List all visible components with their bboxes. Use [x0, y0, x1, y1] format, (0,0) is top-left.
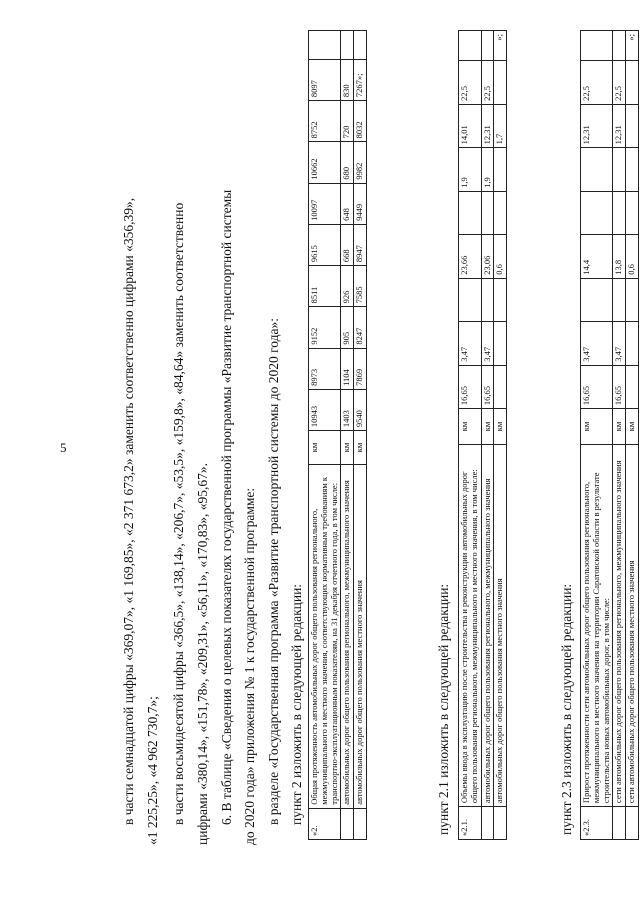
value-cell: [459, 278, 482, 321]
value-cell: 648: [341, 183, 354, 224]
row-description: Объемы ввода в эксплуатацию после строительства и реконструкции автомобильных дорог общего пользования регионального, межмуниципального и местного значения, в том числе:: [459, 444, 482, 806]
closing-quote-cell: [354, 31, 367, 60]
row-index: [613, 807, 626, 840]
value-cell: [581, 191, 613, 234]
value-cell: [481, 191, 494, 234]
value-cell: [581, 148, 613, 191]
paragraph-line: в части семнадцатой цифры «369,07», «1 169,85», «2 371 673,2» заменить соответственно цифрами «356,39»,: [121, 197, 136, 825]
row-index: [341, 808, 354, 839]
value-cell: [613, 191, 626, 234]
value-cell: [581, 278, 613, 321]
value-cell: [626, 148, 639, 191]
value-cell: [626, 322, 639, 365]
paragraph-line: 6. В таблице «Сведения о целевых показателях государственной программы «Развитие транспортной системы: [219, 189, 234, 825]
value-cell: 8973: [309, 348, 341, 389]
value-cell: 8097: [309, 59, 341, 100]
row-description: Прирост протяженности сети автомобильных дорог общего пользования регионального, межмуниципального и местного значения на территории Саратовской области в результате строительства новых автомобильных дорог, в том числе:: [581, 444, 613, 806]
value-cell: 12,31: [581, 104, 613, 147]
row-index: [354, 808, 367, 839]
value-cell: 12,31: [613, 104, 626, 147]
row-description: автомобильных дорог общего пользования местного значения: [494, 444, 507, 806]
value-cell: 23,06: [481, 235, 494, 278]
value-cell: 10097: [309, 183, 341, 224]
value-cell: 7267»;: [354, 59, 367, 100]
unit-cell: км: [341, 431, 354, 465]
value-cell: 16,65: [581, 365, 613, 408]
row-description: Общая протяженность автомобильных дорог общего пользования регионального, межмуниципального и местного значения, соответствующих нормативным требованиям к транспортно-эксплуатационным показателям, на 31 декабря отчетного года, в том числе:: [309, 464, 341, 808]
value-cell: 22,5: [613, 61, 626, 104]
table-item-2: [308, 30, 367, 840]
value-cell: 9982: [354, 142, 367, 183]
table-row: [354, 31, 367, 840]
value-cell: 668: [341, 224, 354, 265]
value-cell: [494, 278, 507, 321]
row-description: автомобильных дорог общего пользования регионального, межмуниципального значения: [481, 444, 494, 806]
paragraph-line: пункт 2.1 изложить в следующей редакции:: [436, 583, 451, 835]
value-cell: 16,65: [613, 365, 626, 408]
row-index: «2.1.: [459, 807, 482, 840]
paragraph-line: пункт 2.3 изложить в следующей редакции:: [559, 583, 574, 835]
value-cell: 16,65: [459, 365, 482, 408]
closing-quote-cell: [481, 31, 494, 61]
value-cell: [626, 278, 639, 321]
value-cell: 16,65: [481, 365, 494, 408]
closing-quote-cell: [309, 31, 341, 60]
table-row: [613, 31, 626, 840]
value-cell: 9540: [354, 389, 367, 430]
value-cell: 13,8: [613, 235, 626, 278]
value-cell: 9449: [354, 183, 367, 224]
unit-cell: км: [581, 409, 613, 445]
value-cell: [626, 365, 639, 408]
value-cell: [494, 322, 507, 365]
row-index: [481, 807, 494, 840]
value-cell: [494, 191, 507, 234]
paragraph-line: в разделе «Государственная программа «Развитие транспортной системы до 2020 года»:: [266, 318, 281, 825]
value-cell: 8752: [309, 101, 341, 142]
value-cell: 22,5: [459, 61, 482, 104]
unit-cell: км: [626, 409, 639, 445]
value-cell: 8032: [354, 101, 367, 142]
unit-cell: км: [613, 409, 626, 445]
value-cell: 10662: [309, 142, 341, 183]
table-item-2-3: [580, 30, 639, 840]
value-cell: 3,47: [481, 322, 494, 365]
row-index: [494, 807, 507, 840]
value-cell: 0,6: [626, 235, 639, 278]
closing-quote-cell: »;: [494, 31, 507, 61]
value-cell: [626, 104, 639, 147]
row-index: «2.3.: [581, 807, 613, 840]
value-cell: 0,6: [494, 235, 507, 278]
closing-quote-cell: [613, 31, 626, 61]
table-item-2-1: [458, 30, 507, 840]
value-cell: 12,31: [481, 104, 494, 147]
value-cell: [626, 191, 639, 234]
value-cell: 8511: [309, 266, 341, 307]
paragraph-line: в части восьмидесятой цифры «366,5», «138,14», «206,7», «53,5», «159,8», «84,64» заменить соответственно: [171, 202, 186, 825]
value-cell: 9615: [309, 224, 341, 265]
table-row: [459, 31, 482, 840]
value-cell: 3,47: [581, 322, 613, 365]
row-index: «2.: [309, 808, 341, 839]
row-description: сети автомобильных дорог общего пользования местного значения: [626, 444, 639, 806]
paragraph-line: «1 225,25», «4 962 730,7»;: [145, 696, 160, 845]
value-cell: 14,01: [459, 104, 482, 147]
table-row: [581, 31, 613, 840]
value-cell: 9152: [309, 307, 341, 348]
paragraph-line: пункт 2 изложить в следующей редакции:: [289, 583, 304, 825]
value-cell: [494, 148, 507, 191]
value-cell: 905: [341, 307, 354, 348]
value-cell: [494, 365, 507, 408]
value-cell: 22,5: [481, 61, 494, 104]
page-number: 5: [60, 440, 67, 455]
value-cell: 926: [341, 266, 354, 307]
closing-quote-cell: »;: [626, 31, 639, 61]
value-cell: [626, 61, 639, 104]
closing-quote-cell: [581, 31, 613, 61]
table-row: [494, 31, 507, 840]
table-row: [626, 31, 639, 840]
value-cell: 8947: [354, 224, 367, 265]
value-cell: 3,47: [459, 322, 482, 365]
table-row: [341, 31, 354, 840]
value-cell: 1104: [341, 348, 354, 389]
value-cell: 22,5: [581, 61, 613, 104]
unit-cell: км: [309, 431, 341, 465]
value-cell: 1,7: [494, 104, 507, 147]
value-cell: 7869: [354, 348, 367, 389]
value-cell: 1,9: [481, 148, 494, 191]
table-row: [309, 31, 341, 840]
unit-cell: км: [481, 409, 494, 445]
value-cell: [459, 191, 482, 234]
value-cell: 14,4: [581, 235, 613, 278]
row-description: автомобильных дорог общего пользования местного значения: [354, 464, 367, 808]
value-cell: 7585: [354, 266, 367, 307]
value-cell: 1,9: [459, 148, 482, 191]
value-cell: [481, 278, 494, 321]
closing-quote-cell: [459, 31, 482, 61]
closing-quote-cell: [341, 31, 354, 60]
unit-cell: км: [459, 409, 482, 445]
value-cell: 830: [341, 59, 354, 100]
unit-cell: км: [354, 431, 367, 465]
value-cell: 3,47: [613, 322, 626, 365]
row-description: сети автомобильных дорог общего пользования регионального, межмуниципального значения: [613, 444, 626, 806]
value-cell: [613, 148, 626, 191]
paragraph-line: до 2020 года» приложения № 1 к государственной программе:: [242, 487, 257, 845]
value-cell: 23,66: [459, 235, 482, 278]
row-description: автомобильных дорог общего пользования регионального, межмуниципального значения: [341, 464, 354, 808]
value-cell: 680: [341, 142, 354, 183]
paragraph-line: цифрами «380,14», «151,78», «209,31», «56,11», «170,83», «95,67».: [195, 463, 210, 845]
table-row: [481, 31, 494, 840]
value-cell: [494, 61, 507, 104]
value-cell: 720: [341, 101, 354, 142]
value-cell: [613, 278, 626, 321]
row-index: [626, 807, 639, 840]
value-cell: 1403: [341, 389, 354, 430]
unit-cell: км: [494, 409, 507, 445]
value-cell: 8247: [354, 307, 367, 348]
value-cell: 10943: [309, 389, 341, 430]
